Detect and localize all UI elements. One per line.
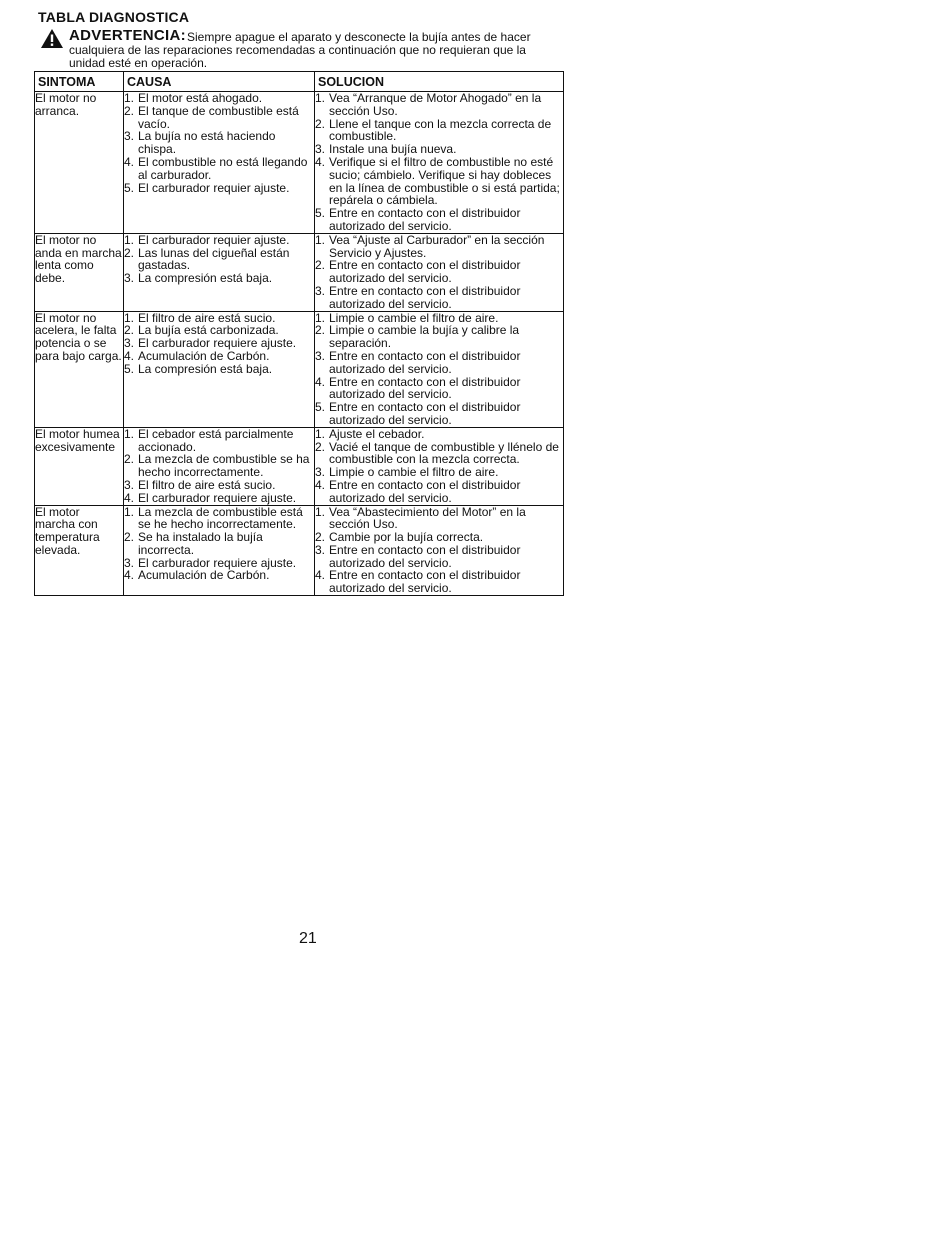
solution-item bbox=[315, 207, 563, 233]
solution-cell bbox=[315, 311, 564, 427]
item-number: 2. bbox=[124, 530, 135, 545]
solution-item bbox=[315, 479, 563, 505]
cause-item bbox=[124, 453, 314, 479]
item-number: 2. bbox=[124, 323, 135, 338]
item-number: 2. bbox=[124, 245, 135, 260]
item-text: Cambie por la bujía correcta. bbox=[329, 530, 484, 545]
item-text: Se ha instalado la bujía incorrecta. bbox=[138, 530, 263, 557]
item-text: Entre en contacto con el distribuidor autorizado del servicio. bbox=[329, 348, 521, 376]
item-text: Limpie o cambie el filtro de aire. bbox=[329, 310, 499, 325]
item-text: Vea “Ajuste al Carburador” en la sección Servicio y Ajustes. bbox=[329, 232, 545, 260]
item-text: Entre en contacto con el distribuidor autorizado del servicio. bbox=[329, 206, 521, 233]
item-number: 1. bbox=[315, 504, 326, 519]
item-number: 1. bbox=[124, 91, 135, 105]
item-text: Limpie o cambie el filtro de aire. bbox=[329, 465, 499, 480]
item-number: 3. bbox=[124, 336, 135, 351]
item-number: 5. bbox=[315, 400, 326, 415]
item-text: La compresión está baja. bbox=[138, 361, 273, 376]
solution-item bbox=[315, 92, 563, 118]
item-number: 3. bbox=[124, 271, 135, 286]
table-row bbox=[35, 233, 564, 311]
item-number: 2. bbox=[315, 323, 326, 338]
item-text: La mezcla de combustible se ha hecho incorrectamente. bbox=[138, 452, 310, 480]
table-body bbox=[35, 92, 564, 596]
cause-item bbox=[124, 506, 314, 532]
item-number: 4. bbox=[315, 477, 326, 492]
solution-item bbox=[315, 441, 563, 467]
cause-item bbox=[124, 428, 314, 454]
solution-cell bbox=[315, 92, 564, 234]
item-text: Instale una bujía nueva. bbox=[329, 142, 457, 157]
solution-item bbox=[315, 466, 563, 479]
item-number: 1. bbox=[315, 310, 326, 325]
item-number: 3. bbox=[315, 348, 326, 363]
cause-item bbox=[124, 105, 314, 131]
warning-label: ADVERTENCIA: bbox=[69, 27, 186, 44]
item-number: 2. bbox=[124, 103, 135, 118]
solution-cell bbox=[315, 505, 564, 596]
item-text: El motor está ahogado. bbox=[138, 91, 263, 105]
solution-item bbox=[315, 428, 563, 441]
item-number: 3. bbox=[315, 542, 326, 557]
item-number: 1. bbox=[124, 232, 135, 247]
item-number: 4. bbox=[124, 348, 135, 363]
item-text: Entre en contacto con el distribuidor autorizado del servicio. bbox=[329, 258, 521, 286]
item-text: Limpie o cambie la bujía y calibre la separación. bbox=[329, 323, 520, 351]
item-text: El carburador requier ajuste. bbox=[138, 232, 290, 247]
solution-item bbox=[315, 259, 563, 285]
cause-item bbox=[124, 130, 314, 156]
table-row bbox=[35, 427, 564, 505]
cause-item bbox=[124, 234, 314, 247]
page-number: 21 bbox=[299, 930, 317, 947]
item-text: Entre en contacto con el distribuidor autorizado del servicio. bbox=[329, 283, 521, 311]
item-text: Ajuste el cebador. bbox=[329, 426, 425, 441]
item-number: 4. bbox=[315, 374, 326, 389]
item-number: 3. bbox=[124, 129, 135, 144]
column-header-solution: SOLUCION bbox=[315, 72, 564, 92]
item-number: 2. bbox=[315, 116, 326, 131]
solution-item bbox=[315, 118, 563, 144]
item-number: 1. bbox=[124, 504, 135, 519]
cause-cell bbox=[124, 505, 315, 596]
item-text: Las lunas del cigueñal están gastadas. bbox=[138, 245, 290, 273]
item-text: Entre en contacto con el distribuidor autorizado del servicio. bbox=[329, 374, 521, 402]
item-text: El tanque de combustible está vacío. bbox=[138, 103, 299, 131]
item-number: 4. bbox=[315, 568, 326, 583]
cause-cell bbox=[124, 233, 315, 311]
solution-item bbox=[315, 531, 563, 544]
item-text: Entre en contacto con el distribuidor autorizado del servicio. bbox=[329, 542, 521, 570]
item-text: Acumulación de Carbón. bbox=[138, 348, 270, 363]
item-number: 1. bbox=[315, 91, 326, 105]
symptom-cell: El motor humea excesivamente bbox=[35, 427, 124, 505]
item-text: La bujía está carbonizada. bbox=[138, 323, 279, 338]
item-text: La bujía no está haciendo chispa. bbox=[138, 129, 276, 157]
item-text: Llene el tanque con la mezcla correcta de combustible. bbox=[329, 116, 552, 144]
item-text: El carburador requiere ajuste. bbox=[138, 555, 297, 570]
item-number: 5. bbox=[315, 206, 326, 221]
item-text: El filtro de aire está sucio. bbox=[138, 477, 276, 492]
item-number: 4. bbox=[124, 568, 135, 583]
item-number: 1. bbox=[124, 426, 135, 441]
item-number: 3. bbox=[315, 283, 326, 298]
table-row bbox=[35, 505, 564, 596]
solution-item bbox=[315, 401, 563, 427]
symptom-cell: El motor no anda en marcha lenta como debe. bbox=[35, 233, 124, 311]
cause-item bbox=[124, 272, 314, 285]
solution-item bbox=[315, 376, 563, 402]
cause-cell bbox=[124, 427, 315, 505]
column-header-cause: CAUSA bbox=[124, 72, 315, 92]
item-number: 2. bbox=[315, 530, 326, 545]
item-text: Vea “Arranque de Motor Ahogado” en la sección Uso. bbox=[329, 91, 542, 118]
solution-cell bbox=[315, 427, 564, 505]
warning-text-line-1: Siempre apague el aparato y desconecte la bujía antes de hacer bbox=[187, 30, 531, 44]
item-number: 4. bbox=[124, 490, 135, 505]
solution-item bbox=[315, 569, 563, 595]
cause-item bbox=[124, 569, 314, 582]
solution-item bbox=[315, 350, 563, 376]
item-number: 3. bbox=[124, 555, 135, 570]
item-text: El carburador requiere ajuste. bbox=[138, 336, 297, 351]
cause-item bbox=[124, 92, 314, 105]
cause-item bbox=[124, 479, 314, 492]
item-text: El combustible no está llegando al carburador. bbox=[138, 154, 308, 182]
table-header-row bbox=[35, 72, 564, 92]
page-title: TABLA DIAGNOSTICA bbox=[38, 9, 190, 25]
item-text: Vacié el tanque de combustible y llénelo de combustible con la mezcla correcta. bbox=[329, 439, 559, 467]
symptom-cell: El motor marcha con temperatura elevada. bbox=[35, 505, 124, 596]
item-text: El cebador está parcialmente accionado. bbox=[138, 426, 294, 454]
cause-item bbox=[124, 350, 314, 363]
warning-text-line-2: cualquiera de las reparaciones recomendadas a continuación que no requieran que la bbox=[69, 43, 526, 57]
item-text: Acumulación de Carbón. bbox=[138, 568, 270, 583]
solution-item bbox=[315, 234, 563, 260]
cause-item bbox=[124, 156, 314, 182]
item-text: La compresión está baja. bbox=[138, 271, 273, 286]
item-number: 2. bbox=[315, 258, 326, 273]
item-number: 2. bbox=[315, 439, 326, 454]
item-text: La mezcla de combustible está se he hecho incorrectamente. bbox=[138, 504, 303, 532]
item-number: 2. bbox=[124, 452, 135, 467]
item-number: 1. bbox=[124, 310, 135, 325]
item-text: Entre en contacto con el distribuidor autorizado del servicio. bbox=[329, 477, 521, 505]
column-header-symptom: SINTOMA bbox=[35, 72, 124, 92]
item-number: 3. bbox=[315, 142, 326, 157]
item-number: 3. bbox=[124, 477, 135, 492]
table-row bbox=[35, 311, 564, 427]
item-number: 5. bbox=[124, 361, 135, 376]
item-number: 4. bbox=[315, 154, 326, 169]
cause-item bbox=[124, 247, 314, 273]
item-text: El carburador requiere ajuste. bbox=[138, 490, 297, 505]
warning-text-line-3: unidad esté en operación. bbox=[69, 56, 208, 70]
item-number: 1. bbox=[315, 232, 326, 247]
cause-item bbox=[124, 492, 314, 505]
solution-item bbox=[315, 285, 563, 311]
cause-cell bbox=[124, 311, 315, 427]
item-text: Verifique si el filtro de combustible no esté sucio; cámbielo. Verifique si hay dobleces en la línea de combustible o si está partida; repárela o cámbiela. bbox=[329, 154, 560, 208]
cause-cell bbox=[124, 92, 315, 234]
item-text: Entre en contacto con el distribuidor autorizado del servicio. bbox=[329, 568, 521, 596]
item-number: 3. bbox=[315, 465, 326, 480]
solution-cell bbox=[315, 233, 564, 311]
item-text: El carburador requier ajuste. bbox=[138, 180, 290, 195]
solution-item bbox=[315, 324, 563, 350]
item-number: 4. bbox=[124, 154, 135, 169]
item-text: Vea “Abastecimiento del Motor” en la sección Uso. bbox=[329, 504, 526, 532]
item-number: 1. bbox=[315, 426, 326, 441]
cause-item bbox=[124, 182, 314, 195]
cause-item bbox=[124, 531, 314, 557]
symptom-cell: El motor no acelera, le falta potencia o se para bajo carga. bbox=[35, 311, 124, 427]
cause-item bbox=[124, 363, 314, 376]
solution-item bbox=[315, 156, 563, 207]
solution-item bbox=[315, 544, 563, 570]
table-row bbox=[35, 92, 564, 234]
diagnostic-table bbox=[34, 71, 564, 596]
item-text: El filtro de aire está sucio. bbox=[138, 310, 276, 325]
item-text: Entre en contacto con el distribuidor autorizado del servicio. bbox=[329, 400, 521, 427]
solution-item bbox=[315, 506, 563, 532]
item-number: 5. bbox=[124, 180, 135, 195]
warning-icon bbox=[40, 28, 64, 49]
symptom-cell: El motor no arranca. bbox=[35, 92, 124, 234]
